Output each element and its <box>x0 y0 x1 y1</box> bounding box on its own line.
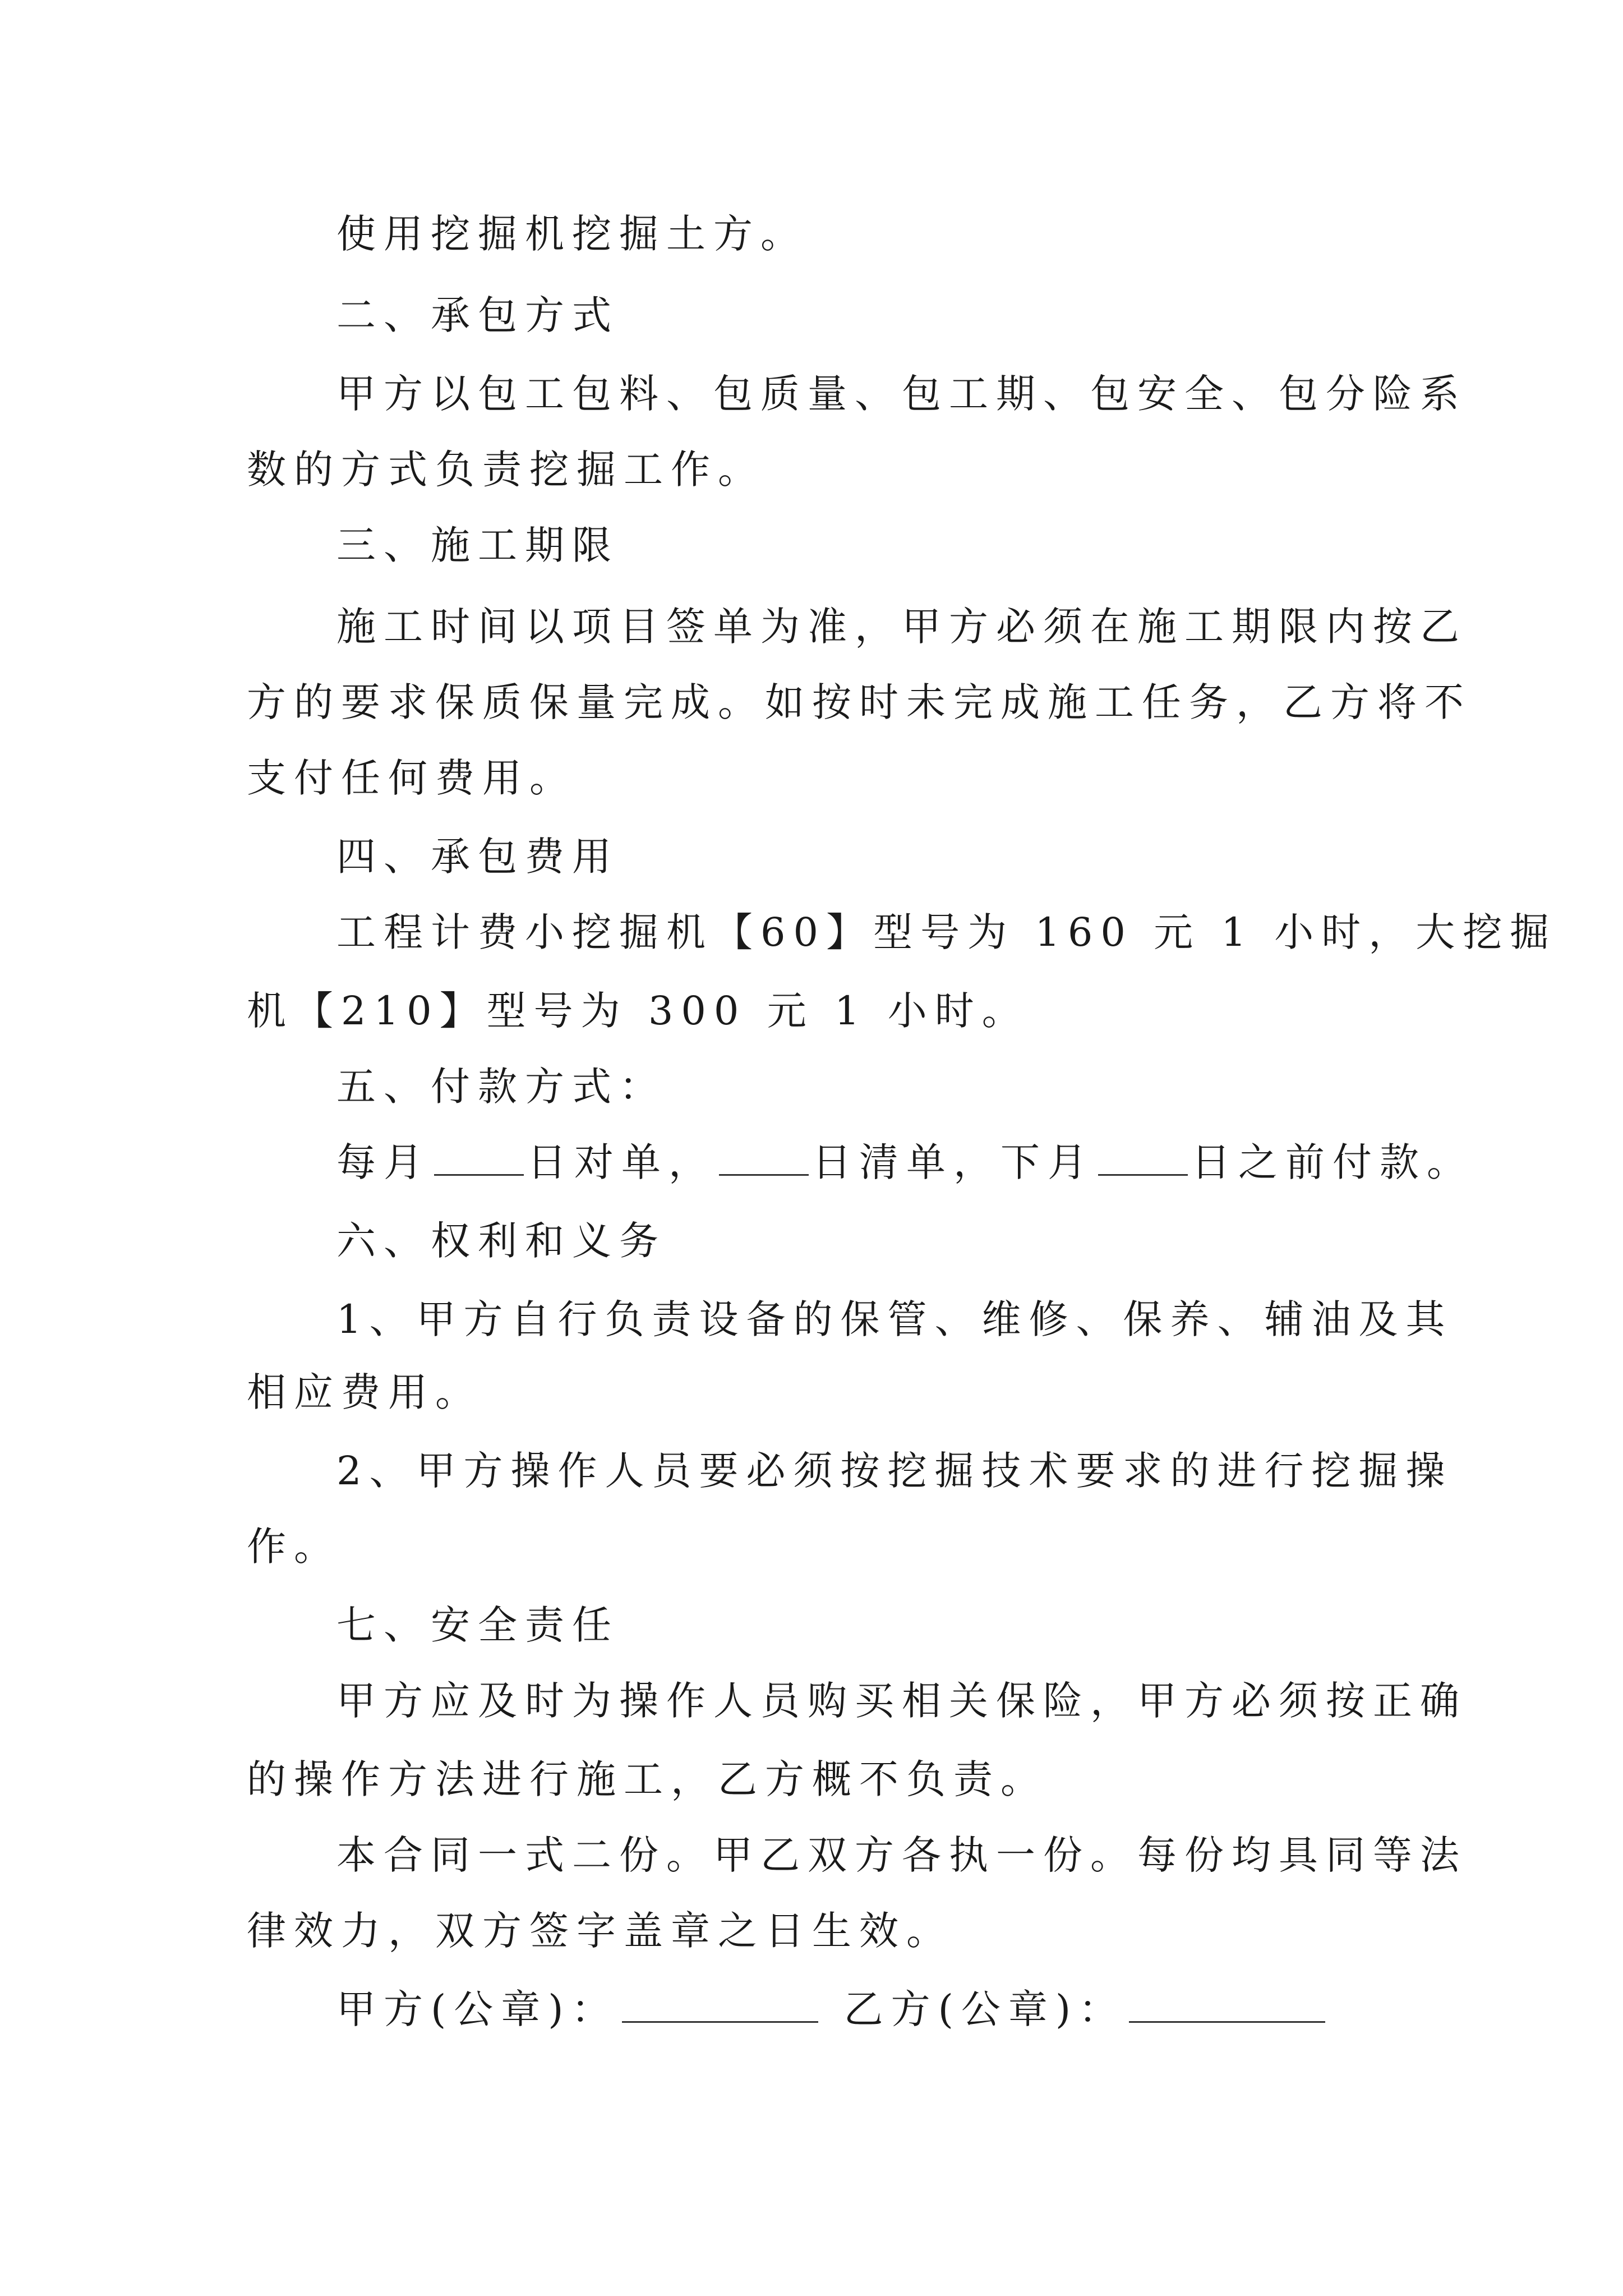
blank-field <box>719 1140 809 1176</box>
text-line: 数的方式负责挖掘工作。 <box>247 447 765 493</box>
section-heading: 四、承包费用 <box>336 834 619 880</box>
text-line: 2、甲方操作人员要必须按挖掘技术要求的进行挖掘操 <box>336 1448 1453 1494</box>
signature-line <box>336 1986 1503 2033</box>
text-line: 1、甲方自行负责设备的保管、维修、保养、辅油及其 <box>336 1296 1453 1342</box>
payment-text: 日清单，下月 <box>812 1139 1095 1185</box>
payment-terms-line <box>336 1139 1503 1186</box>
text-line: 作。 <box>247 1524 341 1570</box>
section-heading: 五、付款方式： <box>336 1064 666 1110</box>
text-line: 律效力，双方签字盖章之日生效。 <box>247 1908 953 1954</box>
section-heading: 六、权利和义务 <box>336 1218 666 1264</box>
blank-field <box>434 1140 524 1176</box>
text-line: 本合同一式二份。甲乙双方各执一份。每份均具同等法 <box>336 1832 1467 1878</box>
section-heading: 二、承包方式 <box>336 292 619 338</box>
payment-text: 日之前付款。 <box>1191 1139 1474 1185</box>
text-line: 施工时间以项目签单为准，甲方必须在施工期限内按乙 <box>336 604 1467 650</box>
text-line: 甲方应及时为操作人员购买相关保险，甲方必须按正确 <box>336 1678 1467 1724</box>
payment-text: 每月 <box>336 1139 431 1185</box>
party-b-signature-blank <box>1129 1987 1325 2023</box>
text-line: 工程计费小挖掘机【60】型号为 160 元 1 小时，大挖掘 <box>336 909 1557 955</box>
section-heading: 三、施工期限 <box>336 522 619 568</box>
text-line: 机【210】型号为 300 元 1 小时。 <box>247 988 1029 1034</box>
payment-text: 日对单， <box>527 1139 716 1185</box>
section-heading: 七、安全责任 <box>336 1602 619 1648</box>
text-line: 甲方以包工包料、包质量、包工期、包安全、包分险系 <box>336 371 1467 417</box>
party-a-label: 甲方(公章)： <box>336 1986 619 2032</box>
party-a-signature-blank <box>622 1987 818 2023</box>
text-line: 方的要求保质保量完成。如按时未完成施工任务，乙方将不 <box>247 679 1472 725</box>
party-b-label: 乙方(公章)： <box>843 1986 1126 2032</box>
text-line: 的操作方法进行施工，乙方概不负责。 <box>247 1756 1048 1802</box>
text-line: 支付任何费用。 <box>247 755 577 801</box>
text-line: 相应费用。 <box>247 1369 482 1415</box>
blank-field <box>1098 1140 1188 1176</box>
text-line: 使用挖掘机挖掘土方。 <box>336 211 808 257</box>
